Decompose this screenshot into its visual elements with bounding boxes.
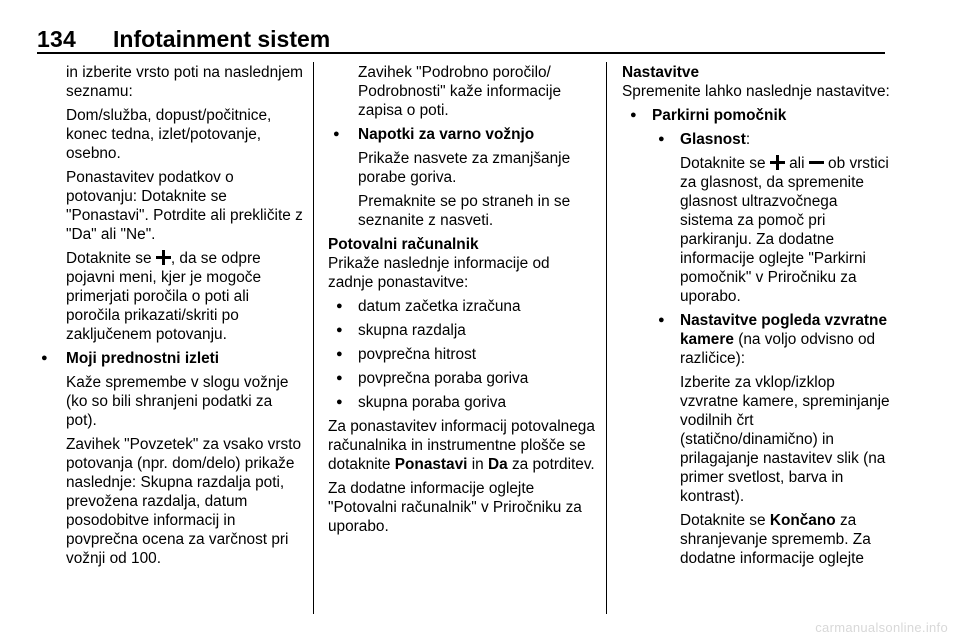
bullet-title: ● Napotki za varno vožnjo xyxy=(328,125,598,144)
bullet-title: ● Parkirni pomočnik xyxy=(622,106,892,125)
subheading: Nastavitve xyxy=(622,64,699,81)
paragraph: Prikaže nasvete za zmanjšanje porabe goriva. xyxy=(358,150,571,186)
page-header xyxy=(0,0,960,54)
paragraph: Premaknite se po straneh in se seznanite z nasveti. xyxy=(358,193,571,229)
sub-bullet-title: ● Glasnost: xyxy=(622,130,892,149)
bullet-title: ● Moji prednostni izleti xyxy=(36,349,304,368)
paragraph: Ponastavitev podatkov o potovanju: Dotaknite se "Ponastavi". Potrdite ali prekličite z "Da" ali "Ne". xyxy=(66,169,303,243)
plus-icon xyxy=(770,155,785,170)
paragraph: Spremenite lahko naslednje nastavitve: xyxy=(622,83,890,100)
header-rule xyxy=(37,52,885,54)
column-divider xyxy=(313,62,314,614)
paragraph: Kaže spremembe v slogu vožnje (ko so bili shranjeni podatki za pot). xyxy=(66,374,289,429)
paragraph: Izberite za vklop/izklop vzvratne kamere, spreminjanje vodilnih črt (statično/dinamično) in prilagajanje nastavitev slik (na primer svetlost, barva in kontrast). xyxy=(680,374,890,505)
list-item: ● skupna poraba goriva xyxy=(328,393,598,412)
paragraph: in izberite vrsto poti na naslednjem seznamu: xyxy=(66,64,303,100)
minus-icon xyxy=(809,155,824,170)
paragraph: Za dodatne informacije oglejte "Potovalni računalnik" v Priročniku za uporabo. xyxy=(328,480,582,535)
text: , da se odpre pojavni meni, kjer je mogoče primerjati poročila o poti ali poročila prikazati/skriti po zaključenem potovanju. xyxy=(66,250,262,343)
section-title: Infotainment sistem xyxy=(113,26,331,52)
list-item: ● povprečna poraba goriva xyxy=(328,369,598,388)
paragraph xyxy=(36,249,304,344)
watermark: carmanualsonline.info xyxy=(815,620,948,635)
paragraph: Za ponastavitev informacij potovalnega računalnika in instrumentne plošče se dotaknite Ponastavi in Da za potrditev. xyxy=(328,418,595,473)
page-number: 134 xyxy=(37,26,76,52)
list-item: ● povprečna hitrost xyxy=(328,345,598,364)
paragraph: Prikaže naslednje informacije od zadnje ponastavitve: xyxy=(328,255,550,291)
paragraph: Dotaknite se ali ob vrstici za glasnost, da spremenite glasnost ultrazvočnega sistema za pomoč pri parkiranju. Za dodatne informacije oglejte "Parkirni pomočnik" v Priročniku za uporabo. xyxy=(680,155,889,305)
column-divider xyxy=(606,62,607,614)
text: Dotaknite se xyxy=(66,250,156,267)
subheading: Potovalni računalnik xyxy=(328,236,479,253)
column-3 xyxy=(622,63,892,573)
paragraph: Dotaknite se Končano za shranjevanje sprememb. Za dodatne informacije oglejte xyxy=(680,512,871,567)
column-2 xyxy=(328,63,598,541)
list-item: ● datum začetka izračuna xyxy=(328,297,598,316)
sub-bullet-title: ● Nastavitve pogleda vzvratne kamere (na voljo odvisno od različice): xyxy=(622,311,892,368)
list-item: ● skupna razdalja xyxy=(328,321,598,340)
paragraph: Zavihek "Podrobno poročilo/ Podrobnosti" kaže informacije zapisa o poti. xyxy=(358,64,562,119)
paragraph: Zavihek "Povzetek" za vsako vrsto potovanja (npr. dom/delo) prikaže naslednje: Skupna razdalja poti, prevožena razdalja, datum posodobitve informacij in povprečna ocena za varčnost pri vožnji od 100. xyxy=(66,436,302,567)
column-1 xyxy=(36,63,304,573)
paragraph: Dom/služba, dopust/počitnice, konec tedna, izlet/potovanje, osebno. xyxy=(66,107,272,162)
plus-icon xyxy=(156,250,171,265)
